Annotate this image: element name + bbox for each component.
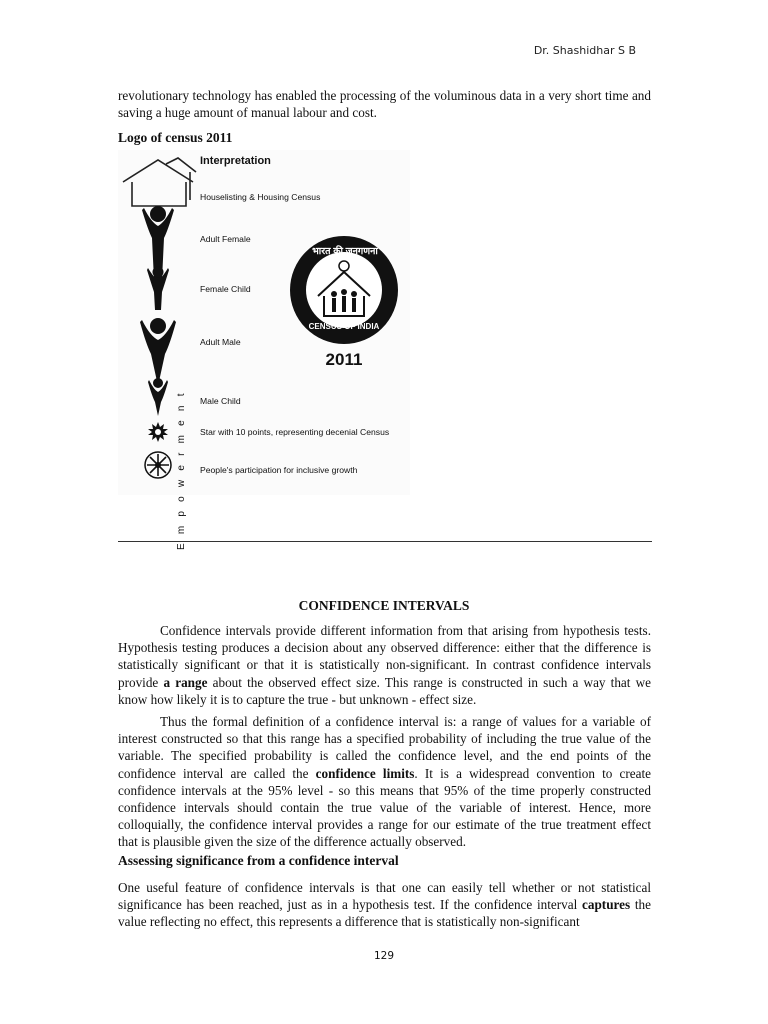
paragraph-2-text-end: . It is a widespread convention to create confidence intervals at the 95% level - so this means that 95% of the time properly constructed confidence intervals should contain the true value of the variable of interest. Hence, more colloquially, the confidence interval provides a range for our estimate of the true treatment effect that is plausible given the size of the difference actually observed. bbox=[118, 765, 651, 850]
section-divider bbox=[118, 541, 652, 542]
label-male-child: Male Child bbox=[200, 396, 241, 406]
label-adult-female: Adult Female bbox=[200, 234, 251, 244]
label-star: Star with 10 points, representing decenial Census bbox=[200, 427, 390, 437]
seal-top-text: भारत की जनगणना bbox=[312, 246, 378, 257]
label-adult-male: Adult Male bbox=[200, 337, 241, 347]
seal-bottom-text: CENSUS OF INDIA bbox=[308, 322, 380, 331]
seal-year: 2011 bbox=[325, 350, 363, 369]
section-title: CONFIDENCE INTERVALS bbox=[298, 598, 470, 613]
interpretation-title: Interpretation bbox=[200, 155, 271, 167]
paragraph-3-text-end: the value reflecting no effect, this represents a difference that is statistically non-significant bbox=[118, 897, 651, 930]
female-child-icon bbox=[147, 267, 169, 311]
paragraph-1-text-end: about the observed effect size. This range is constructed in such a way that we know how likely it is to capture the true - but unknown - effect size. bbox=[118, 674, 651, 707]
paragraph-1 bbox=[118, 622, 651, 708]
ten-point-star-icon bbox=[148, 422, 168, 442]
paragraph-1-text: Confidence intervals provide different information from that arising from hypothesis tests. Hypothesis testing produces a decision about any observed difference: either that the difference is statistically significant or that it is statistically non-significant. In contrast confidence intervals provide bbox=[118, 623, 651, 690]
label-houselisting: Houselisting & Housing Census bbox=[200, 192, 321, 202]
paragraph-1-bold: a range bbox=[163, 674, 208, 690]
paragraph-3 bbox=[118, 879, 651, 931]
logo-heading: Logo of census 2011 bbox=[118, 130, 233, 145]
paragraph-3-text: One useful feature of confidence intervals is that one can easily tell whether or not statistical significance has been reached, just as in a hypothesis test. If the confidence interval bbox=[118, 880, 651, 913]
label-participation: People's participation for inclusive growth bbox=[200, 465, 358, 475]
subheading: Assessing significance from a confidence interval bbox=[118, 853, 399, 868]
intro-paragraph: revolutionary technology has enabled the processing of the voluminous data in a very short time and saving a huge amount of manual labour and cost. bbox=[118, 88, 651, 121]
census-logo-figure bbox=[118, 150, 410, 550]
house-icon bbox=[123, 158, 196, 206]
paragraph-3-bold: captures bbox=[582, 897, 631, 913]
paragraph-2-text: Thus the formal definition of a confidence interval is: a range of values for a variable of interest constructed so that this range has a specified probability of including the true value of the variable. The specified probability is called the confidence level, and the end points of the confidence interval are called the bbox=[118, 714, 651, 781]
empowerment-vertical-label: Empowerment bbox=[176, 384, 187, 550]
people-participation-icon bbox=[145, 452, 171, 478]
male-child-icon bbox=[148, 378, 168, 416]
adult-male-icon bbox=[140, 318, 176, 386]
page-header-author: Dr. Shashidhar S B bbox=[533, 44, 636, 57]
label-female-child: Female Child bbox=[200, 284, 251, 294]
page-number: 129 bbox=[373, 950, 395, 962]
paragraph-2 bbox=[118, 713, 651, 851]
paragraph-2-bold: confidence limits bbox=[315, 765, 415, 781]
